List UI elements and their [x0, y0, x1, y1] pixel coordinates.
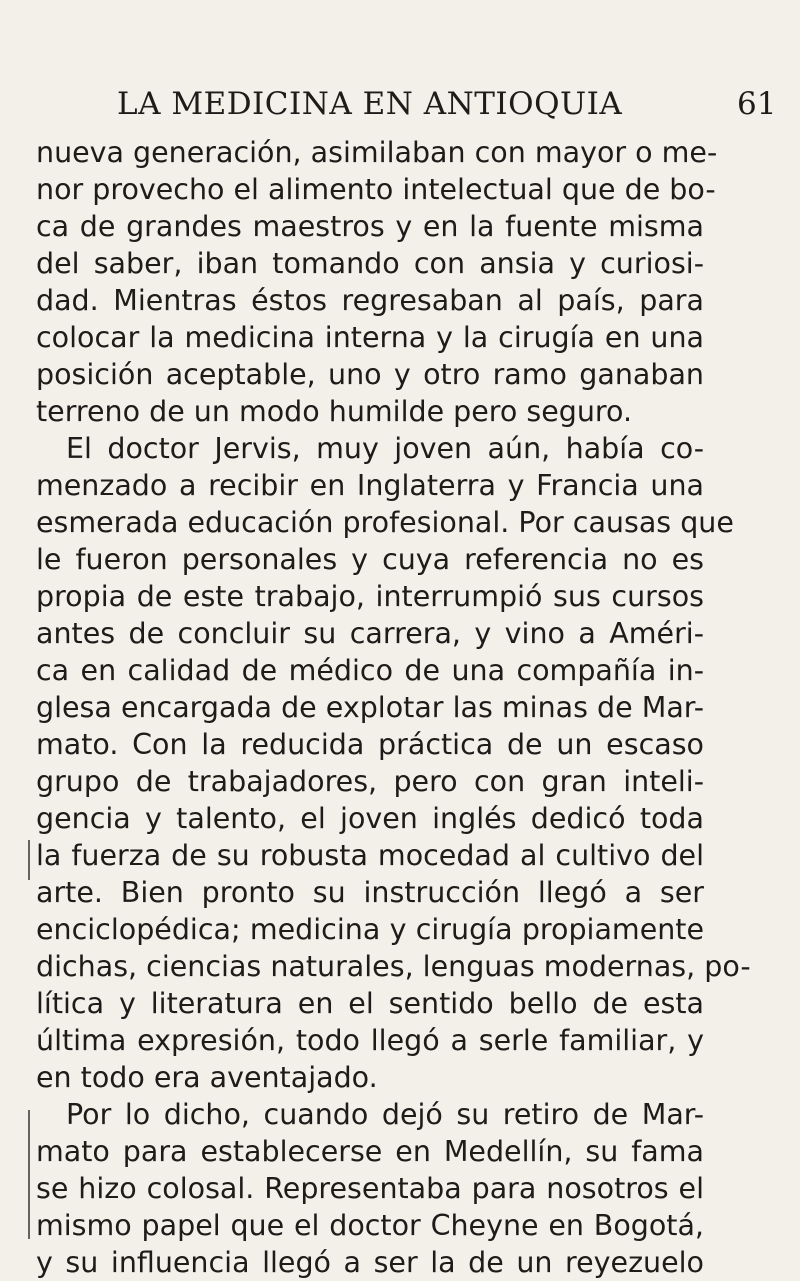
- text-line: propia de este trabajo, interrumpió sus cursos: [36, 580, 704, 613]
- text-line: gencia y talento, el joven inglés dedicó toda: [36, 802, 704, 835]
- text-line: ca de grandes maestros y en la fuente misma: [36, 210, 704, 243]
- text-line: esmerada educación profesional. Por causas que: [36, 506, 734, 539]
- text-line: en todo era aventajado.: [36, 1061, 378, 1094]
- text-line: colocar la medicina interna y la cirugía en una: [36, 321, 704, 354]
- text-line: dichas, ciencias naturales, lenguas modernas, po-: [36, 950, 751, 983]
- text-line: posición aceptable, uno y otro ramo ganaban: [36, 358, 704, 391]
- text-line: grupo de trabajadores, pero con gran inteli-: [36, 765, 704, 798]
- text-line: Por lo dicho, cuando dejó su retiro de Mar-: [66, 1098, 704, 1131]
- text-line: El doctor Jervis, muy joven aún, había co-: [66, 432, 704, 465]
- text-line: ca en calidad de médico de una compañía in-: [36, 654, 704, 687]
- text-line: dad. Mientras éstos regresaban al país, para: [36, 284, 704, 317]
- text-line: la fuerza de su robusta mocedad al cultivo del: [36, 839, 704, 872]
- text-line: menzado a recibir en Inglaterra y Francia una: [36, 469, 704, 502]
- text-line: enciclopédica; medicina y cirugía propiamente: [36, 913, 704, 946]
- text-line: y su influencia llegó a ser la de un reyezuelo: [36, 1246, 704, 1279]
- text-line: última expresión, todo llegó a serle familiar, y: [36, 1024, 704, 1057]
- text-line: del saber, iban tomando con ansia y curiosi-: [36, 247, 704, 280]
- scan-margin-mark: [28, 1110, 30, 1239]
- text-line: arte. Bien pronto su instrucción llegó a ser: [36, 876, 704, 909]
- text-line: mismo papel que el doctor Cheyne en Bogotá,: [36, 1209, 704, 1242]
- text-line: lítica y literatura en el sentido bello de esta: [36, 987, 704, 1020]
- text-line: le fueron personales y cuya referencia no es: [36, 543, 704, 576]
- scan-margin-mark: [28, 840, 30, 880]
- text-line: se hizo colosal. Representaba para nosotros el: [36, 1172, 704, 1205]
- page-number: 61: [737, 86, 777, 122]
- running-title: LA MEDICINA EN ANTIOQUIA: [117, 86, 623, 122]
- text-line: glesa encargada de explotar las minas de Mar-: [36, 691, 704, 724]
- text-line: nueva generación, asimilaban con mayor o me-: [36, 136, 718, 169]
- text-line: nor provecho el alimento intelectual que de bo-: [36, 173, 716, 206]
- text-line: mato para establecerse en Medellín, su fama: [36, 1135, 704, 1168]
- text-line: mato. Con la reducida práctica de un escaso: [36, 728, 704, 761]
- text-line: antes de concluir su carrera, y vino a Améri-: [36, 617, 704, 650]
- text-line: terreno de un modo humilde pero seguro.: [36, 395, 633, 428]
- running-head: [0, 84, 800, 124]
